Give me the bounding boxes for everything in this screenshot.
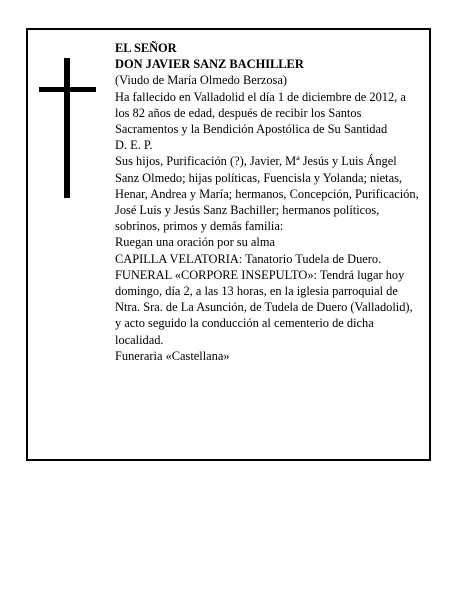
obituary-notice: [26, 28, 431, 461]
cross-horizontal-bar: [39, 87, 96, 92]
cross-vertical-bar: [64, 58, 70, 198]
notice-title: EL SEÑOR: [115, 41, 177, 55]
funeral-info: FUNERAL «CORPORE INSEPULTO»: Tendrá lugar hoy domingo, día 2, a las 13 horas, en la iglesia parroquial de Ntra. Sra. de La Asunción, de Tudela de Duero (Valladolid), y acto seguido la conducción al cementerio de dicha localidad.: [115, 267, 413, 347]
deceased-name: DON JAVIER SANZ BACHILLER: [115, 57, 304, 72]
widower-note: (Viudo de María Olmedo Berzosa): [115, 73, 287, 88]
notice-text: [115, 40, 420, 364]
funeral-home: Funeraria «Castellana»: [115, 348, 230, 363]
prayer-request: Ruegan una oración por su alma: [115, 235, 275, 250]
family-list: Sus hijos, Purificación (?), Javier, Mª Jesús y Luis Ángel Sanz Olmedo; hijas políticas, Fuencisla y Yolanda; nietas, Henar, Andrea y María; hermanos, Concepción, Purificación, José Luis y Jesús Sanz Bachiller; hermanos políticos, sobrinos, primos y demás familia:: [115, 154, 419, 234]
latin-cross-icon: [39, 58, 96, 198]
rip-abbreviation: D. E. P.: [115, 138, 153, 153]
death-announcement: Ha fallecido en Valladolid el día 1 de diciembre de 2012, a los 82 años de edad, después de recibir los Santos Sacramentos y la Bendición Apostólica de Su Santidad: [115, 89, 406, 137]
chapel-info: CAPILLA VELATORIA: Tanatorio Tudela de Duero.: [115, 251, 382, 266]
